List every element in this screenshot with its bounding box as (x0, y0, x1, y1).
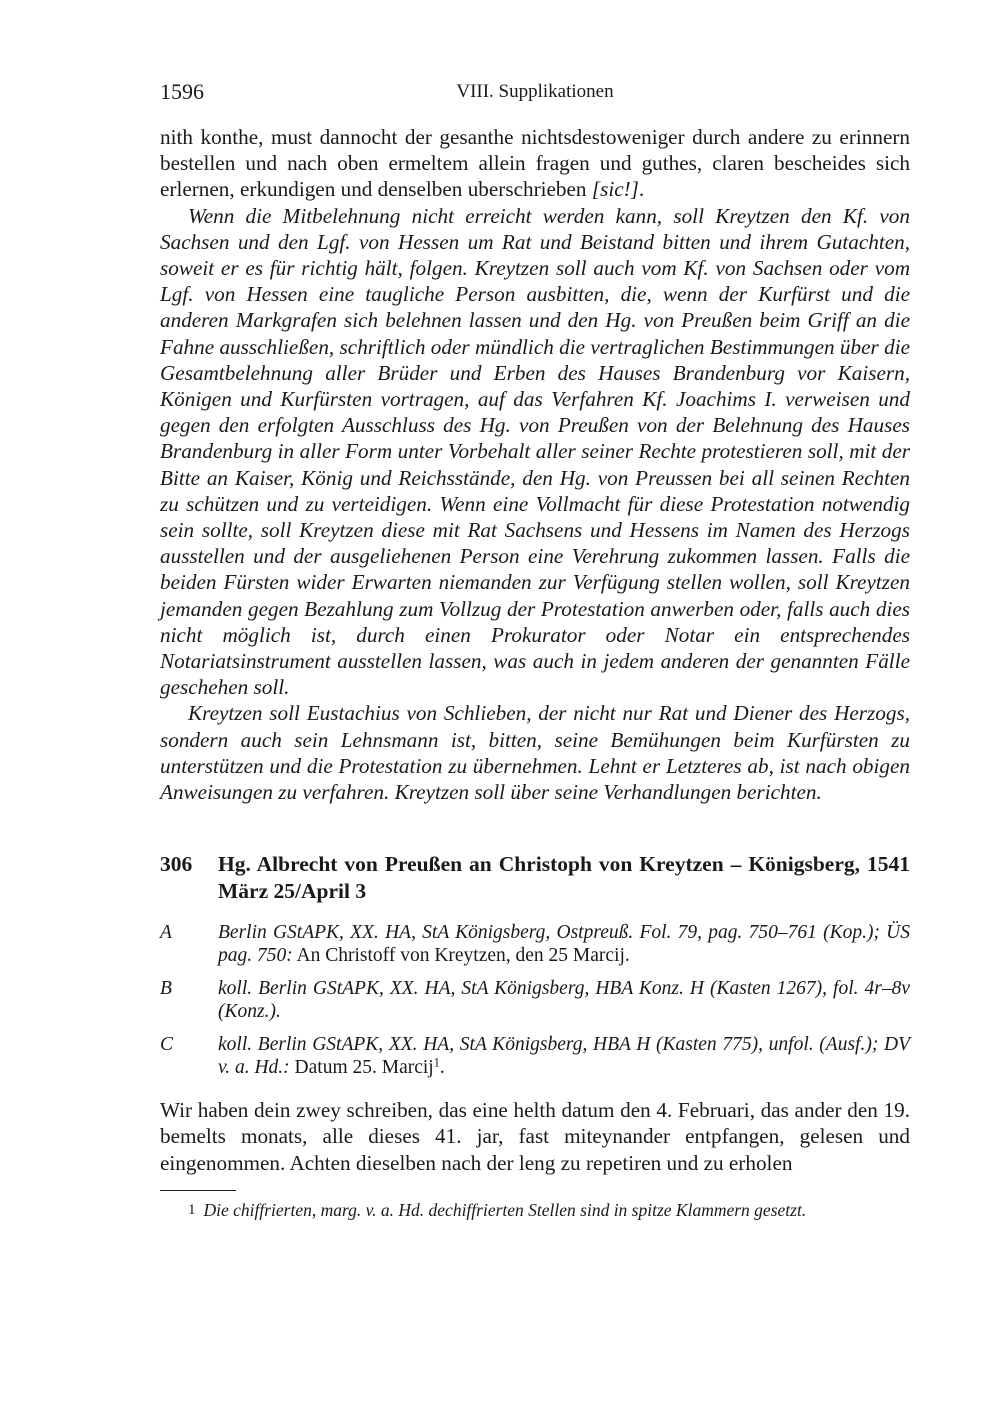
footnote (160, 1199, 910, 1221)
body-text (160, 124, 910, 805)
source-entry (160, 921, 910, 967)
source-roman: Datum 25. Marcij (289, 1057, 434, 1079)
page (160, 78, 910, 1221)
source-entry (160, 1033, 910, 1079)
source-description (218, 1033, 910, 1079)
source-italic: koll. Berlin GStAPK, XX. HA, StA Königsberg, HBA Konz. H (Kasten 1267), fol. 4r–8v (Konz.). (218, 978, 910, 1023)
source-siglum: B (160, 978, 172, 1000)
source-roman: An Christoff von Kreytzen, den 25 Marcij. (292, 945, 630, 967)
summary-paragraph: Kreytzen soll Eustachius von Schlieben, der nicht nur Rat und Diener des Herzogs, sondern auch sein Lehnsmann ist, bitten, seine Bemühungen beim Kurfürsten zu unterstützen und die Protestation zu übernehmen. Lehnt er Letzteres ab, ist nach obigen Anweisungen zu verfahren. Kreytzen soll über seine Verhandlungen berichten. (160, 701, 910, 805)
source-siglum: C (160, 1034, 174, 1056)
document-number: 306 (160, 852, 193, 877)
footnote-ref[interactable]: 1 (433, 1055, 440, 1070)
source-end: . (439, 1057, 445, 1079)
footnote-text: Die chiffrierten, marg. v. a. Hd. dechiffrierten Stellen sind in spitze Klammern gesetzt. (203, 1199, 807, 1220)
document-text: Wir haben dein zwey schreiben, das eine helth datum den 4. Februari, das ander den 19. bemelts monats, alle dieses 41. jar, fast miteynander entpfangen, gelesen und eingenommen. Achten dieselben nach der leng zu repetiren und zu erholen (160, 1098, 910, 1175)
source-description (218, 921, 910, 967)
footnote-number: 1 (188, 1201, 196, 1218)
source-italic: koll. Berlin GStAPK, XX. HA, StA Königsberg, HBA H (Kasten 775), unfol. (Ausf.); DV v. a. Hd.: (218, 1034, 910, 1079)
source-entry (160, 977, 910, 1023)
continuation-end: . (638, 177, 645, 202)
source-list (160, 921, 910, 1079)
source-siglum: A (160, 922, 172, 944)
source-italic: Berlin GStAPK, XX. HA, StA Königsberg, Ostpreuß. Fol. 79, pag. 750–761 (Kop.); ÜS pag. 750: (218, 922, 910, 967)
continuation-paragraph (160, 124, 910, 203)
continuation-text: nith konthe, must dannocht der gesanthe nichtsdestoweniger durch andere zu erinnern bestellen und nach oben ermeltem allein fragen und guthes, claren bescheides sich erlernen, erkundigen und denselben uberschrieben (160, 125, 910, 202)
page-number: 1596 (160, 79, 204, 104)
document-heading (160, 851, 910, 905)
sic-mark: [sic!] (591, 177, 639, 202)
summary-paragraph: Wenn die Mitbelehnung nicht erreicht werden kann, soll Kreytzen den Kf. von Sachsen und den Lgf. von Hessen um Rat und Beistand bitten und ihrem Gutachten, soweit er es für richtig hält, folgen. Kreytzen soll auch vom Kf. von Sachsen oder vom Lgf. von Hessen eine taugliche Person ausbitten, die, wenn der Kurfürst und die anderen Markgrafen sich belehnen lassen und den Hg. von Preußen beim Griff an die Fahne ausschließen, schriftlich oder mündlich die vertraglichen Bestimmungen über die Gesamtbelehnung aller Brüder und Erben des Hauses Brandenburg vor Kaisern, Königen und Kurfürsten vortragen, auf das Verfahren Kf. Joachims I. verweisen und gegen den erfolgten Ausschluss des Hg. von Preußen von der Belehnung des Hauses Brandenburg in aller Form unter Vorbehalt aller seiner Rechte protestieren soll, mit der Bitte an Kaiser, König und Reichsstände, den Hg. von Preussen bei all seinen Rechten zu schützen und zu verteidigen. Wenn eine Vollmacht für diese Protestation notwendig sein sollte, soll Kreytzen diese mit Rat Sachsens und Hessens im Namen des Herzogs ausstellen und der ausgeliehenen Person eine Verehrung zukommen lassen. Falls die beiden Fürsten wider Erwarten niemanden zur Verfügung stellen wollen, soll Kreytzen jemanden gegen Bezahlung zum Vollzug der Protestation anwerben oder, falls auch dies nicht möglich ist, durch einen Prokurator oder Notar ein entsprechendes Notariatsinstrument ausstellen lassen, was auch in jedem anderen der genannten Fälle geschehen soll. (160, 203, 910, 700)
document-title: Hg. Albrecht von Preußen an Christoph von Kreytzen – Königsberg, 1541 März 25/April 3 (218, 852, 910, 904)
section-title: VIII. Supplikationen (456, 81, 614, 102)
footnote-rule (160, 1190, 236, 1191)
running-head (160, 78, 910, 108)
source-description (218, 977, 910, 1023)
